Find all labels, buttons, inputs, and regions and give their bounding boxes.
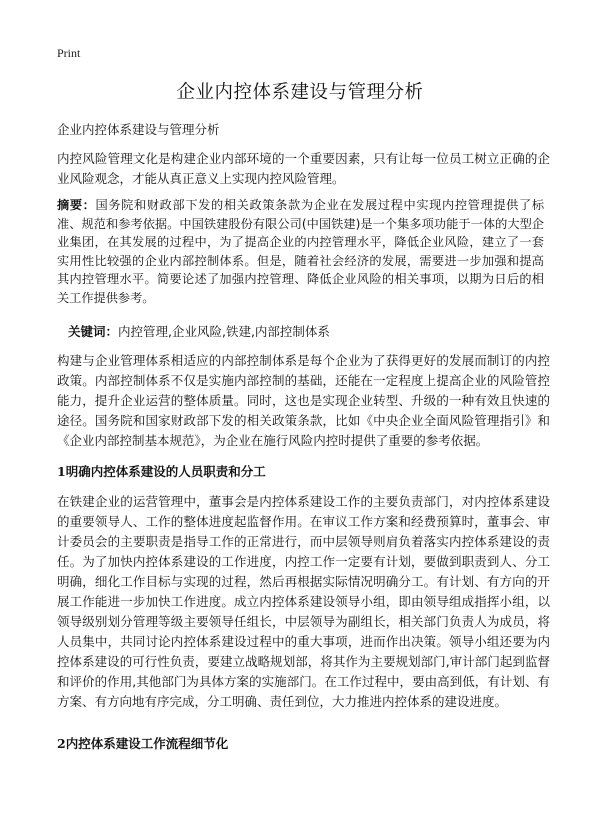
abstract-paragraph <box>57 196 544 307</box>
page-title: 企业内控体系建设与管理分析 <box>176 82 424 103</box>
abstract-text: 国务院和财政部下发的相关政策条款为企业在发展过程中实现内控管理提供了标准、规范和参考依据。中国铁建股份有限公司(中国铁建)是一个集多项功能于一体的大型企业集团，在其发展的过程中，为了提高企业的内控管理水平，降低企业风险，建立了一套实用性比较强的企业内部控制体系。但是，随着社会经济的发展，需要进一步加强和提高其内控管理水平。简要论述了加强内控管理、降低企业风险的相关事项，以期为日后的相关工作提供参考。 <box>57 198 545 305</box>
keywords-text: 内控管理,企业风险,铁建,内部控制体系 <box>118 324 330 339</box>
body-paragraph-1: 构建与企业管理体系相适应的内部控制体系是每个企业为了获得更好的发展而制订的内控政策。内部控制体系不仅是实施内部控制的基础，还能在一定程度上提高企业的风险管控能力，提升企业运营的整体质量。同时，这也是实现企业转型、升级的一种有效且快速的途径。国务院和国家财政部下发的相关政策条款，比如《中央企业全面风险管理指引》和《企业内部控制基本规范》，为企业在施行风险内控时提供了重要的参考依据。 <box>57 353 550 448</box>
section-heading-1: 1明确内控体系建设的人员职责和分工 <box>57 464 266 479</box>
print-link[interactable]: Print <box>57 46 81 60</box>
abstract-label: 摘要： <box>57 198 96 212</box>
intro-paragraph: 内控风险管理文化是构建企业内部环境的一个重要因素，只有让每一位员工树立正确的企业风险观念，才能从真正意义上实现内控风险管理。 <box>57 151 550 186</box>
section-heading-2: 2内控体系建设工作流程细节化 <box>57 736 229 751</box>
keywords-label: 关键词： <box>68 324 119 339</box>
body-paragraph-2: 在铁建企业的运营管理中，董事会是内控体系建设工作的主要负责部门，对内控体系建设的重要领导人、工作的整体进度起监督作用。在审议工作方案和经费预算时，董事会、审计委员会的主要职责是指导工作的正常进行，而中层领导则肩负着落实内控体系建设的责任。为了加快内控体系建设的工作进度，内控工作一定要有计划，要做到职责到人、分工明确，细化工作目标与实现的过程，然后再根据实际情况明确分工。有计划、有方向的开展工作能进一步加快工作进度。成立内控体系建设领导小组，即由领导组成指挥小组，以领导级别划分管理等级主要领导任组长，中层领导为副组长，相关部门负责人为成员，将人员集中，共同讨论内控体系建设过程中的重大事项，进而作出决策。领导小组还要为内控体系建设的可行性负责，要建立战略规划部，将其作为主要规划部门,审计部门起到监督和评价的作用,其他部门为具体方案的实施部门。在工作过程中，要由高到低，有计划、有方案、有方向地有序完成，分工明确、责任到位，大力推进内控体系的建设进度。 <box>57 494 550 709</box>
article-subtitle: 企业内控体系建设与管理分析 <box>57 122 220 137</box>
keywords-line <box>68 322 330 340</box>
